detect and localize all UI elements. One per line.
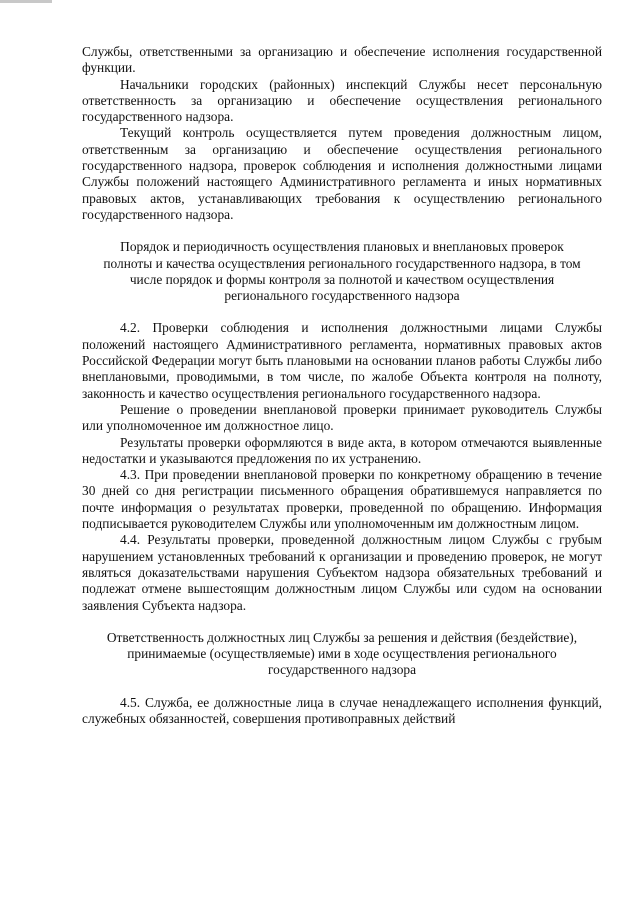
spacer xyxy=(82,304,602,320)
paragraph-results-act: Результаты проверки оформляются в виде акта, в котором отмечаются выявленные недостатки и указываются предложения по их устранению. xyxy=(82,434,602,466)
paragraph-4-4: 4.4. Результаты проверки, проведенной должностным лицом Службы с грубым нарушением установленных требований к организации и проведению проверок, не могут являться доказательствами нарушения Субъектом надзора обязательных требований и подлежат отмене вышестоящим должностным лицом Службы или судом на основании заявления Субъекта надзора. xyxy=(82,532,602,613)
paragraph-4-5: 4.5. Служба, ее должностные лица в случае ненадлежащего исполнения функций, служебных обязанностей, совершения противоправных действий xyxy=(82,694,602,726)
paragraph-continuation: Службы, ответственными за организацию и обеспечение исполнения государственной функции. xyxy=(82,44,602,76)
paragraph-unplanned-decision: Решение о проведении внеплановой проверки принимает руководитель Службы или уполномоченное им должностное лицо. xyxy=(82,401,602,434)
document-body xyxy=(82,44,602,727)
section-heading-inspections: Порядок и периодичность осуществления плановых и внеплановых проверок полноты и качества осуществления регионального государственного надзора, в том числе порядок и формы контроля за полнотой и качеством осуществления регионального государственного надзора xyxy=(103,239,581,304)
spacer xyxy=(82,614,602,630)
scan-edge-mark xyxy=(0,0,52,3)
paragraph-current-control: Текущий контроль осуществляется путем проведения должностным лицом, ответственным за организацию и обеспечение осуществления регионального государственного надзора, проверок соблюдения и исполнения должностными лицами Службы положений настоящего Административного регламента и иных нормативных правовых актов, устанавливающих требования к осуществлению регионального государственного надзора. xyxy=(82,125,602,222)
paragraph-4-3: 4.3. При проведении внеплановой проверки по конкретному обращению в течение 30 дней со дня регистрации письменного обращения обратившемуся направляется по почте информация о результатах проверки, проведенной по обращению. Информация подписывается руководителем Службы или уполномоченным им должностным лицом. xyxy=(82,467,602,532)
spacer xyxy=(82,223,602,239)
paragraph-4-2: 4.2. Проверки соблюдения и исполнения должностными лицами Службы положений настоящего Административного регламента, нормативных правовых актов Российской Федерации могут быть плановыми на основании планов работы Службы либо внеплановыми, проводимыми, в том числе, по жалобе Объекта контроля на полноту, законность и качество осуществления регионального государственного надзора. xyxy=(82,320,602,401)
section-heading-responsibility: Ответственность должностных лиц Службы за решения и действия (бездействие), принимаемые (осуществляемые) ими в ходе осуществления регионального государственного надзора xyxy=(106,629,578,678)
spacer xyxy=(82,679,602,695)
paragraph-inspection-heads: Начальники городских (районных) инспекций Службы несет персональную ответственность за организацию и обеспечение осуществления регионального государственного надзора. xyxy=(82,76,602,125)
